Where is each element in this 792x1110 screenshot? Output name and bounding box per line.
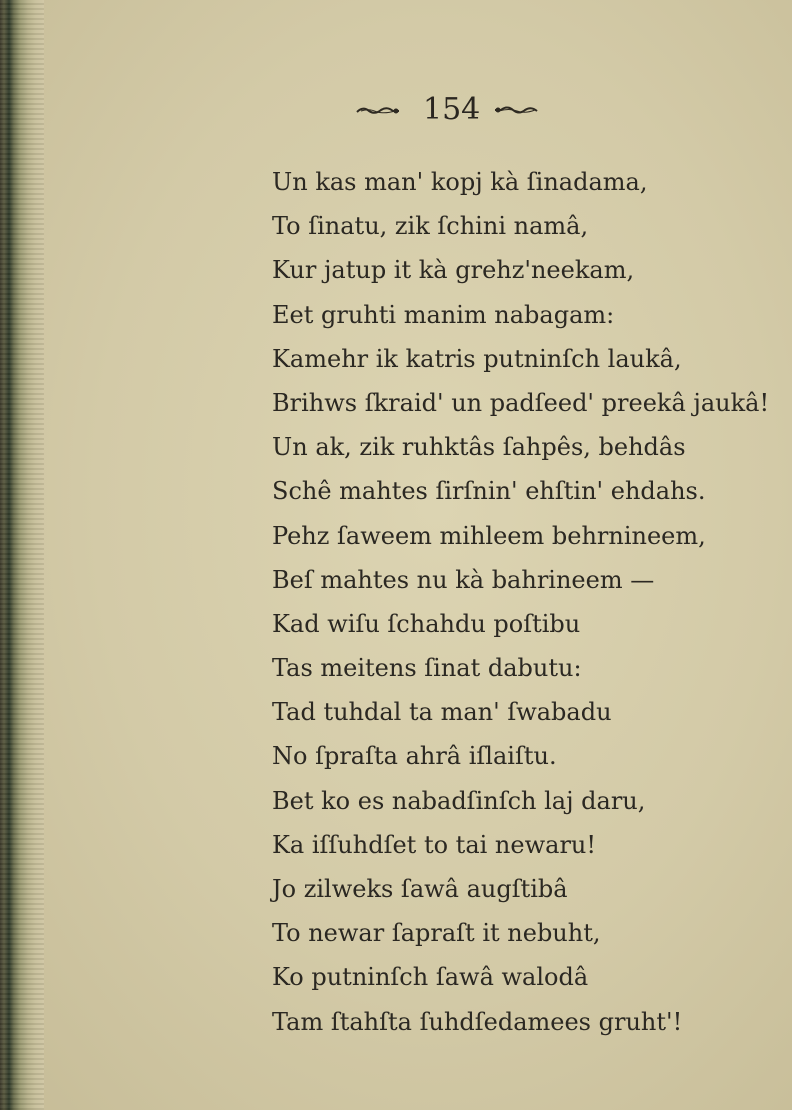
right-ornament-icon: [493, 102, 539, 118]
poem-line: Tam ſtahſta ſuhdſedamees gruht'!: [272, 1007, 683, 1036]
poem-line: Eet gruhti manim nabagam:: [272, 300, 615, 329]
poem-line: Ko putninſch ſawâ walodâ: [272, 963, 589, 992]
poem-line: Tad tuhdal ta man' ſwabadu: [272, 698, 612, 727]
book-binding-edge: [0, 0, 44, 1110]
poem-line: Brihws ſkraid' un padſeed' preekâ jaukâ!: [272, 388, 770, 417]
left-ornament-icon: [355, 102, 401, 118]
poem-line: Jo zilweks ſawâ augſtibâ: [272, 875, 568, 903]
poem-line: Kamehr ik katris putninſch laukâ,: [272, 344, 682, 373]
page-number: 154: [423, 92, 481, 127]
poem-line: Pehz ſaweem mihleem behrnineem,: [272, 521, 706, 550]
poem-line: Kur jatup it kà grehz'neekam,: [272, 256, 635, 285]
poem-line: Un ak, zik ruhktâs ſahpês, behdâs: [272, 433, 686, 462]
poem-line: Beſ mahtes nu kà bahrineem —: [272, 565, 655, 594]
poem-line: Schê mahtes ſirſnin' ehſtin' ehdahs.: [272, 477, 706, 506]
poem-body: [272, 160, 772, 1044]
poem-line: Kad wiſu ſchahdu poſtibu: [272, 609, 581, 638]
poem-line: Tas meitens ſinat dabutu:: [272, 654, 582, 683]
page-header: [0, 92, 792, 136]
poem-line: To newar ſapraſt it nebuht,: [272, 919, 601, 948]
poem-line: To ſinatu, zik ſchini namâ,: [272, 212, 589, 241]
poem-line: No ſpraſta ahrâ iſlaiſtu.: [272, 742, 557, 771]
poem-line: Un kas man' kopj kà ſinadama,: [272, 168, 648, 196]
poem-line: Ka iſſuhdſet to tai newaru!: [272, 830, 597, 859]
poem-line: Bet ko es nabadſinſch laj daru,: [272, 786, 646, 815]
